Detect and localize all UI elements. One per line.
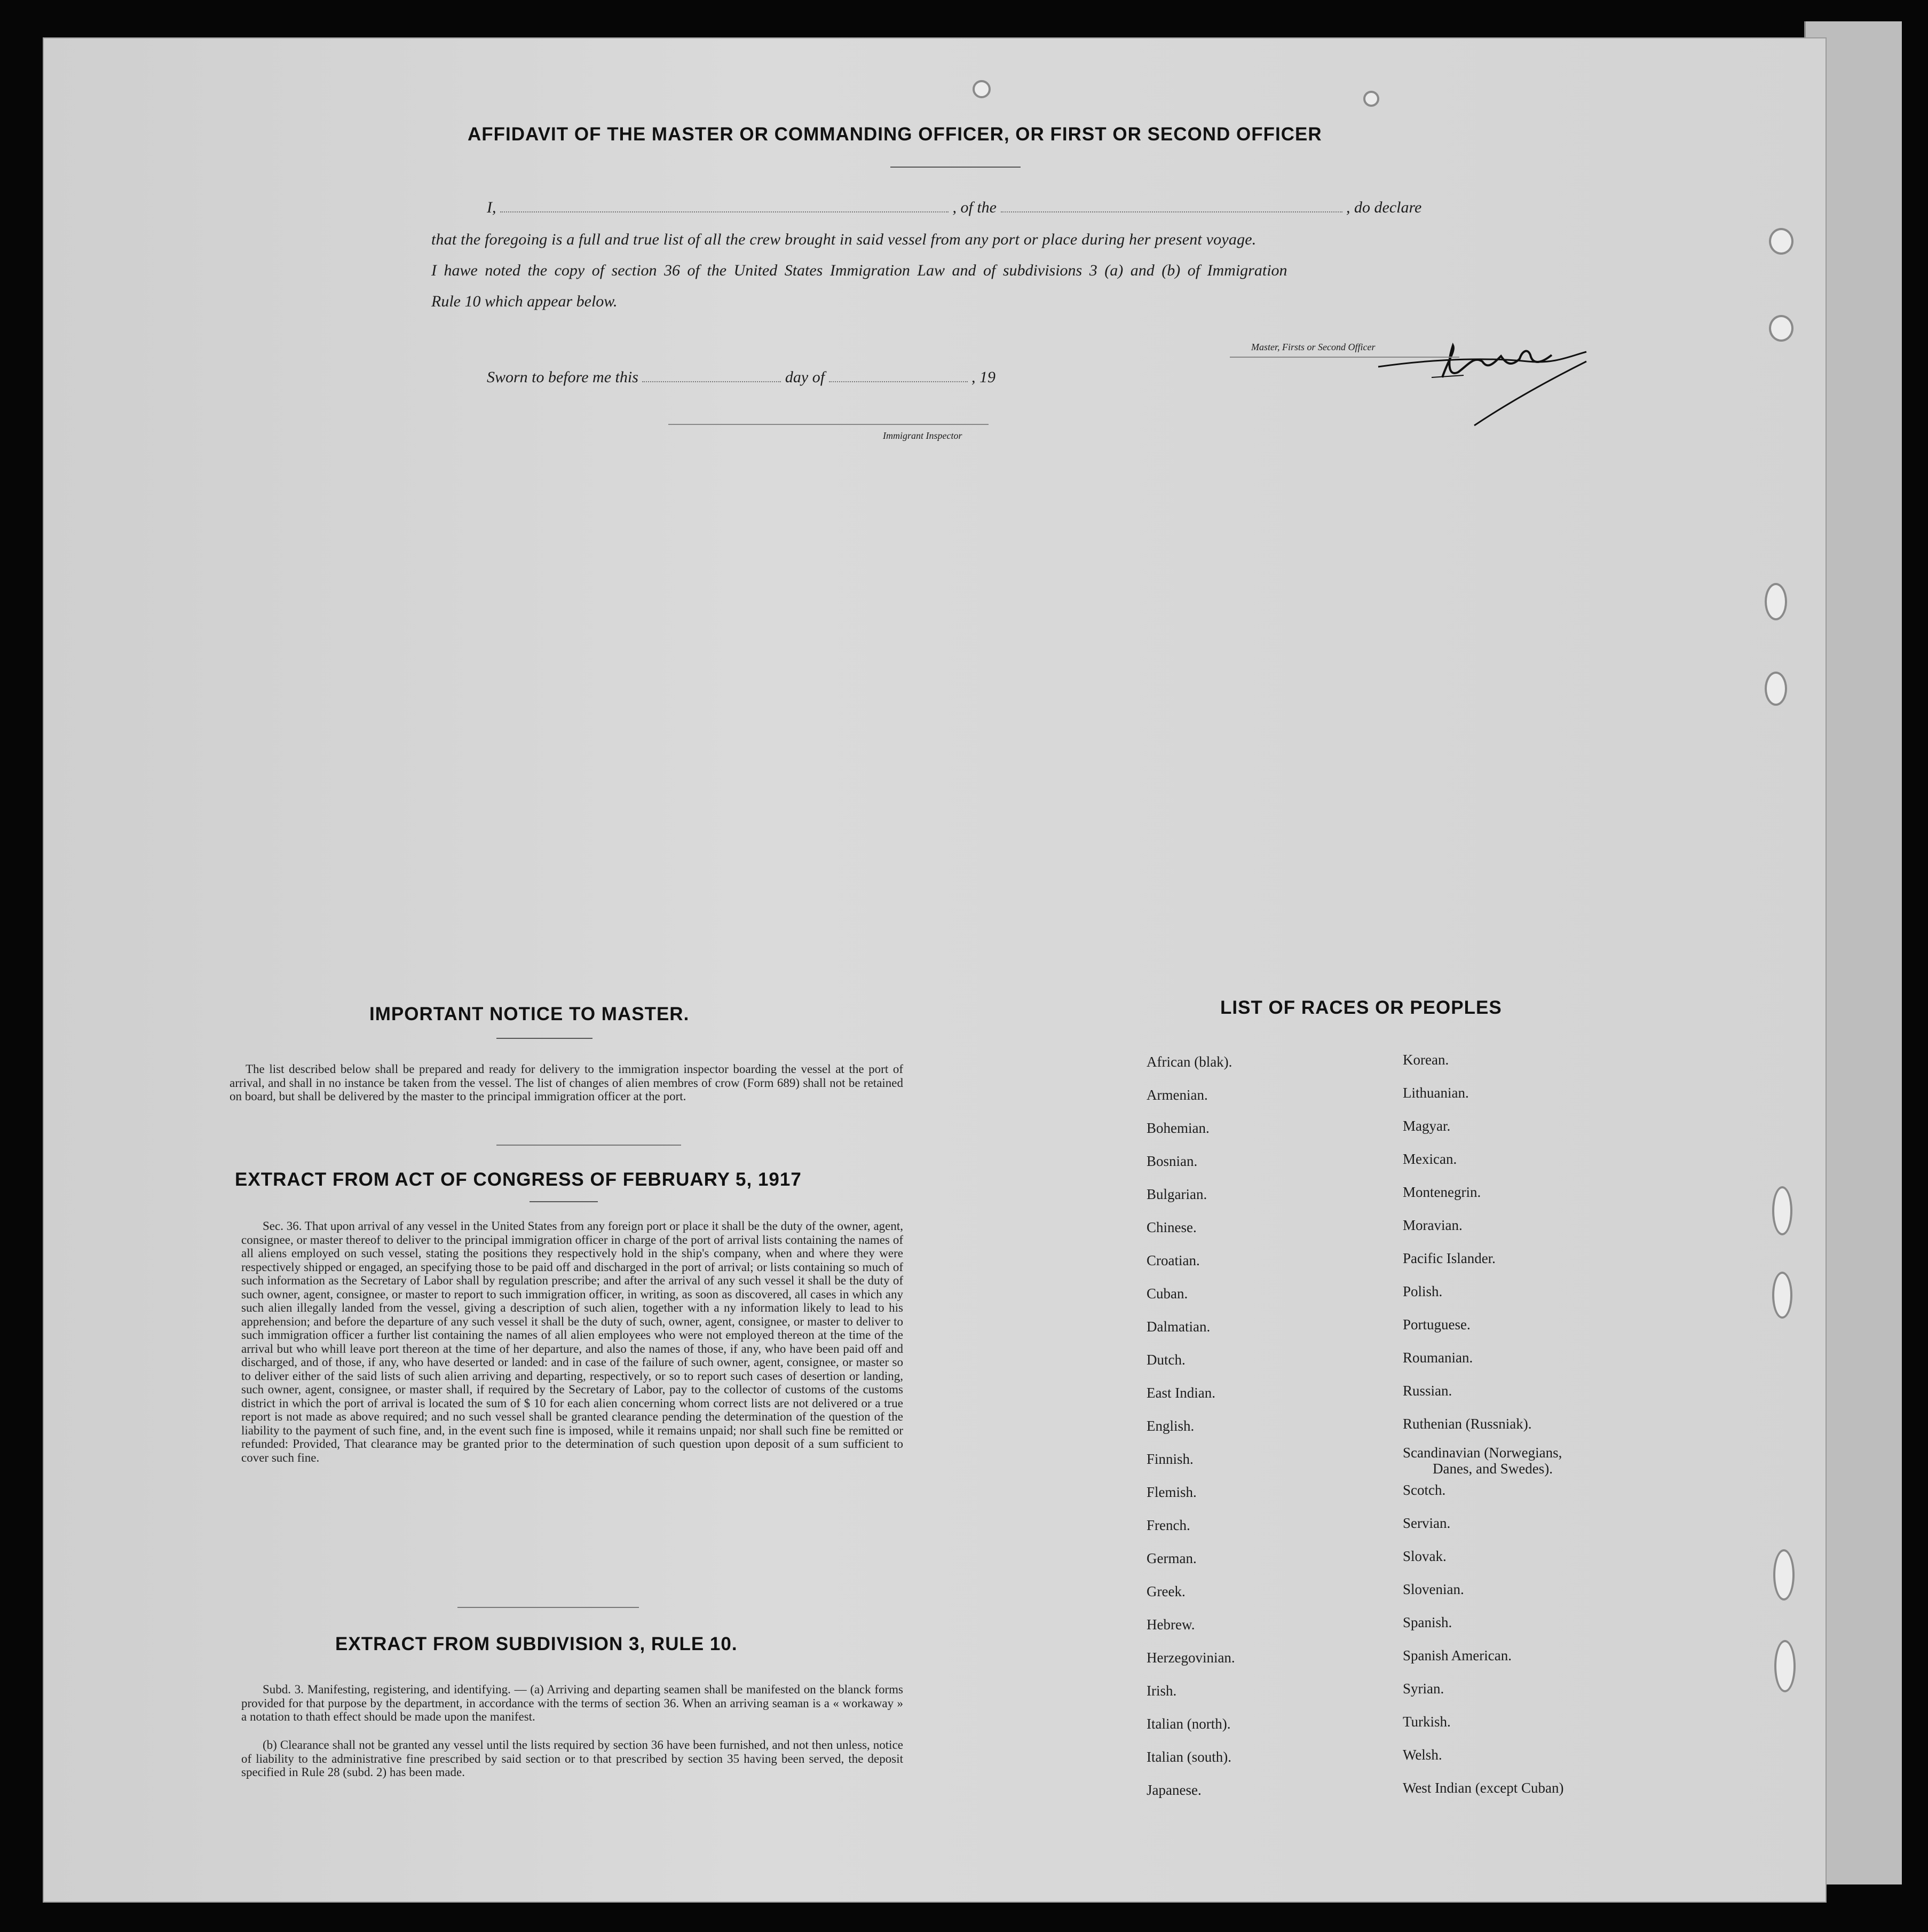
affidavit-line-1 [487, 199, 1421, 217]
affidavit-title: AFFIDAVIT OF THE MASTER OR COMMANDING OFFICER, OR FIRST OR SECOND OFFICER [468, 124, 1322, 145]
day-of-label: day of [785, 368, 825, 386]
race-item: Polish. [1403, 1283, 1443, 1299]
of-the-label: , of the [952, 199, 997, 216]
punch-hole [973, 80, 991, 98]
races-left-column [1147, 1054, 1381, 1865]
affidavit-i-label: I, [487, 199, 496, 216]
act-end-rule [457, 1607, 639, 1608]
race-item: Ruthenian (Russniak). [1403, 1416, 1532, 1432]
punch-hole [1772, 1186, 1792, 1235]
punch-hole [1765, 583, 1787, 620]
race-item: Servian. [1403, 1515, 1451, 1531]
year-label: , 19 [971, 368, 996, 386]
race-item: Lithuanian. [1403, 1085, 1469, 1101]
race-item: Moravian. [1403, 1217, 1463, 1233]
act-rule [530, 1201, 598, 1202]
declare-label: , do declare [1346, 199, 1422, 216]
act-text: Sec. 36. That upon arrival of any vessel in the United States from any foreign port or place it shall be the duty of the owner, agent, consignee, or master thereof to deliver to the principal immigration officer in charge of the port of arrival lists containing the names of all aliens employed on such vessel, stating the positions they respectively hold in the ship's company, when and where they were respectively shipped or engaged, an specifying those to be paid off and discharged in the port of arrival; or lists containing so much of such information as the Secretary of Labor shall by regulation prescribe; and after the arrival of any such vessel it shall be the duty of such owner, agent, consignee, or master to report to such immigration officer, in writing, as soon as discovered, all cases in which any such alien illegally landed from the vessel, giving a description of such alien, together with a ny information likely to lead to his apprehension; and before the departure of any such vessel it shall be the duty of such, owner, agent, consignee, or master to deliver to such immigration officer a further list containing the names of all alien employees who were not employed thereon at the time of the arrival but who whill leave port thereon at the time of her departure, and also the names of those, if any, who have been paid off and discharged, and of those, if any, who have deserted or landed: and in case of the failure of such owner, agent, consignee, or master so to deliver either of the said lists of such alien arriving and departing, respectively, or so to report such cases of desertion or landing, such owner, agent, consignee, or master shall, if required by the Secretary of Labor, pay to the collector of customs of the customs district in which the port of arrival is located the sum of $ 10 for each alien concerning whom correct lists are not delivered or a true report is not made as above required; and no such vessel shall be granted clearance pending the determination of the question of the liability to the payment of such fine, and, in the event such fine is imposed, while it remains unpaid; nor shall such fine be remitted or refunded: Provided, That clearance may be granted prior to the determination of such question upon deposit of a sum sufficient to cover such fine. [241, 1219, 903, 1464]
race-item: Greek. [1147, 1583, 1186, 1599]
race-item: Bohemian. [1147, 1120, 1210, 1136]
race-item: Magyar. [1403, 1118, 1451, 1134]
race-item: Slovenian. [1403, 1581, 1464, 1597]
race-item: Scandinavian (Norwegians, [1403, 1445, 1562, 1461]
race-item: Pacific Islander. [1403, 1250, 1496, 1266]
day-blank [642, 381, 781, 382]
race-item: Danes, and Swedes). [1433, 1461, 1553, 1477]
races-right-column [1389, 1054, 1688, 1865]
sworn-line [487, 368, 995, 387]
race-item: French. [1147, 1517, 1190, 1533]
races-title: LIST OF RACES OR PEOPLES [1220, 997, 1502, 1018]
race-item: Syrian. [1403, 1681, 1444, 1697]
race-item: Croatian. [1147, 1252, 1200, 1268]
race-item: Turkish. [1403, 1714, 1451, 1730]
sworn-label: Sworn to before me this [487, 368, 638, 386]
act-title: EXTRACT FROM ACT OF CONGRESS OF FEBRUARY 5, 1917 [235, 1169, 802, 1190]
punch-hole [1772, 1272, 1792, 1319]
signature-caption: Master, Firsts or Second Officer [1251, 342, 1376, 352]
race-item: Dutch. [1147, 1352, 1186, 1368]
race-item: Italian (north). [1147, 1716, 1231, 1732]
race-item: Portuguese. [1403, 1316, 1471, 1332]
rule-text-a: Subd. 3. Manifesting, registering, and identifying. — (a) Arriving and departing seamen shall be manifested on the blanck forms provided for that purpose by the department, in accordance with the terms of section 36. When an arriving seaman is a « workaway » a notation to thath effect should be made upon the manifest. [241, 1683, 903, 1723]
race-item: Slovak. [1403, 1548, 1447, 1564]
race-item: West Indian (except Cuban) [1403, 1780, 1564, 1796]
punch-hole [1765, 672, 1787, 706]
race-item: Armenian. [1147, 1087, 1208, 1103]
race-item: Dalmatian. [1147, 1319, 1211, 1335]
race-item: Bulgarian. [1147, 1186, 1207, 1202]
race-item: Spanish. [1403, 1614, 1452, 1630]
officer-name-blank [500, 211, 949, 212]
race-item: Mexican. [1403, 1151, 1457, 1167]
affidavit-line-4: Rule 10 which appear below. [431, 293, 618, 310]
race-item: Cuban. [1147, 1286, 1188, 1302]
race-item: Korean. [1403, 1052, 1449, 1068]
document-page [44, 38, 1826, 1902]
punch-hole [1769, 315, 1793, 342]
race-item: Irish. [1147, 1683, 1177, 1699]
vessel-name-blank [1001, 211, 1342, 212]
inspector-signature-line [668, 424, 989, 425]
race-item: Hebrew. [1147, 1616, 1195, 1633]
race-item: Finnish. [1147, 1451, 1194, 1467]
race-item: Japanese. [1147, 1782, 1202, 1798]
race-item: Herzegovinian. [1147, 1650, 1235, 1666]
race-item: Italian (south). [1147, 1749, 1231, 1765]
punch-hole [1774, 1640, 1796, 1692]
race-item: Scotch. [1403, 1482, 1446, 1498]
signature-line [1230, 357, 1459, 358]
punch-hole [1769, 228, 1793, 255]
race-item: Flemish. [1147, 1484, 1197, 1500]
notice-title: IMPORTANT NOTICE TO MASTER. [369, 1004, 690, 1024]
race-item: African (blak). [1147, 1054, 1232, 1070]
race-item: East Indian. [1147, 1385, 1215, 1401]
punch-hole [1773, 1549, 1795, 1600]
race-item: Roumanian. [1403, 1350, 1473, 1366]
race-item: English. [1147, 1418, 1195, 1434]
race-item: Welsh. [1403, 1747, 1442, 1763]
race-item: German. [1147, 1550, 1197, 1566]
punch-hole [1363, 91, 1379, 107]
rule-text-b: (b) Clearance shall not be granted any vessel until the lists required by section 36 have been furnished, and not then unless, notice of liability to the administrative fine prescribed by said section or to that prescribed by section 35 having been served, the deposit specified in Rule 28 (subd. 2) has been made. [241, 1738, 903, 1779]
title-rule [890, 167, 1021, 168]
race-item: Russian. [1403, 1383, 1452, 1399]
inspector-caption: Immigrant Inspector [883, 430, 962, 441]
affidavit-line-2: that the foregoing is a full and true list of all the crew brought in said vessel from any port or place during her present voyage. [431, 231, 1257, 248]
notice-rule [496, 1038, 592, 1039]
rule-title: EXTRACT FROM SUBDIVISION 3, RULE 10. [335, 1634, 738, 1654]
month-blank [829, 381, 968, 382]
race-item: Bosnian. [1147, 1153, 1198, 1169]
affidavit-line-3: I hawe noted the copy of section 36 of the United States Immigration Law and of subdivisions 3 (a) and (b) of Immigration [431, 262, 1287, 279]
race-item: Chinese. [1147, 1219, 1197, 1235]
officer-signature [1368, 340, 1592, 436]
notice-text: The list described below shall be prepared and ready for delivery to the immigration inspector boarding the vessel at the port of arrival, and shall in no instance be taken from the vessel. The list of changes of alien membres of crow (Form 689) shall not be retained on board, but shall be delivered by the master to the principal immigration officer at the port. [230, 1062, 903, 1103]
section-rule [496, 1145, 681, 1146]
race-item: Montenegrin. [1403, 1184, 1481, 1200]
race-item: Spanish American. [1403, 1647, 1512, 1663]
